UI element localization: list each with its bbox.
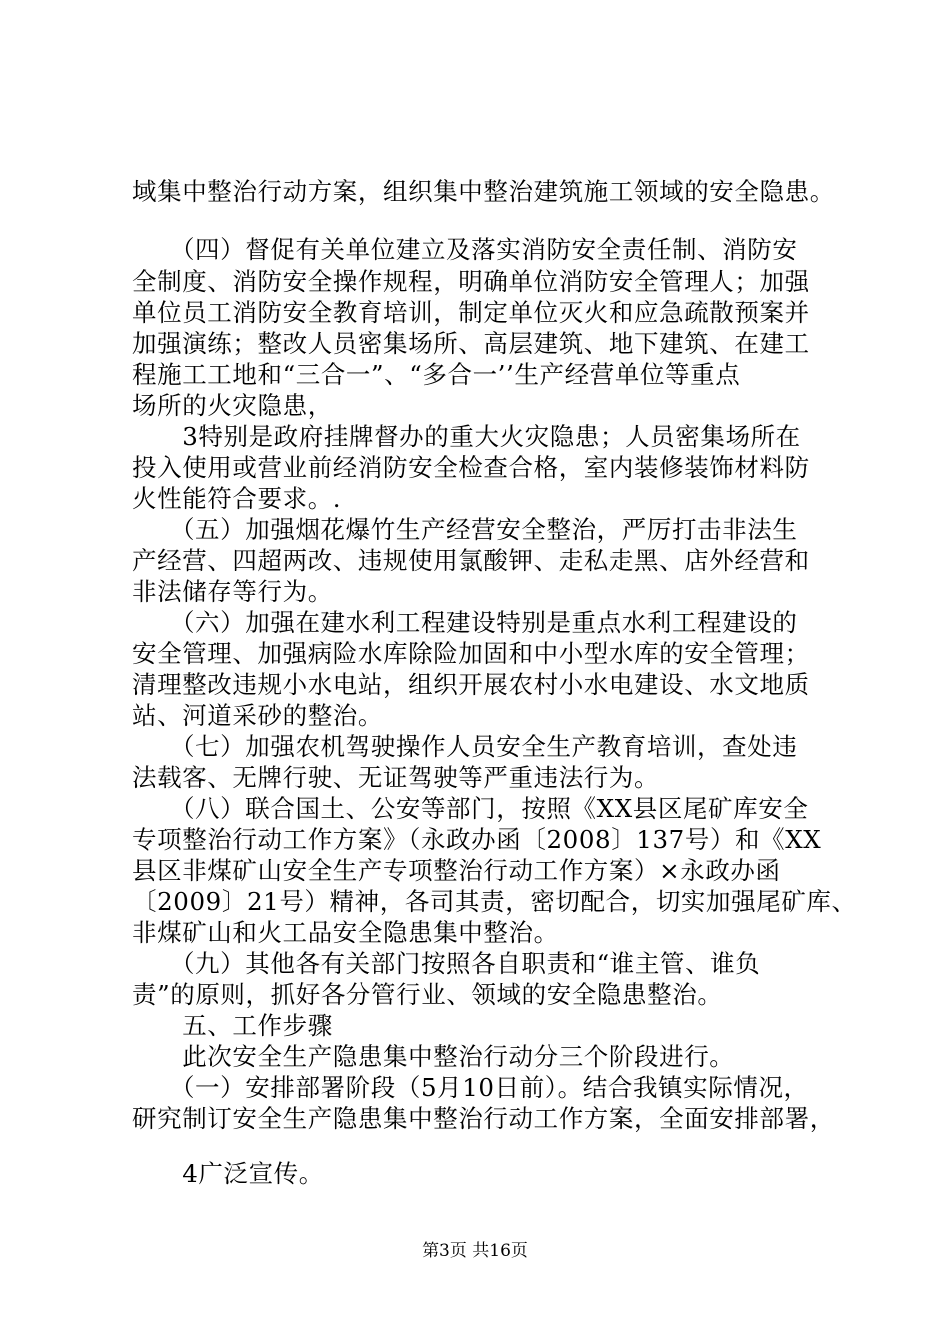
text-line: 安全管理、加强病险水库除险加固和中小型水库的安全管理； <box>132 639 810 668</box>
text-line: 全制度、消防安全操作规程，明确单位消防安全管理人；加强 <box>132 267 810 296</box>
text-line: 研究制订安全生产隐患集中整治行动工作方案，全面安排部署， <box>132 1104 835 1133</box>
text-line: 单位员工消防安全教育培训，制定单位灭火和应急疏散预案并 <box>132 298 810 327</box>
text-line: 站、河道采砂的整治。 <box>132 701 383 730</box>
text-line: （八）联合国土、公安等部门，按照《XX县区尾矿库安全 <box>132 794 809 823</box>
text-line: 4广泛宣传。 <box>132 1159 324 1188</box>
text-line: （六）加强在建水利工程建设特别是重点水利工程建设的 <box>132 608 798 637</box>
text-line: 火性能符合要求。. <box>132 484 342 513</box>
text-line: 县区非煤矿山安全生产专项整治行动工作方案）×永政办函 <box>132 856 781 885</box>
text-line: （一）安排部署阶段（5月10日前）。结合我镇实际情况， <box>132 1073 809 1102</box>
text-line: 此次安全生产隐患集中整治行动分三个阶段进行。 <box>132 1042 735 1071</box>
text-line: （九）其他各有关部门按照各自职责和“谁主管、谁负 <box>132 949 761 978</box>
text-line: 域集中整治行动方案，组织集中整治建筑施工领域的安全隐患。 <box>132 177 835 206</box>
text-line: （四）督促有关单位建立及落实消防安全责任制、消防安 <box>132 235 798 264</box>
text-line: 非法储存等行为。 <box>132 577 333 606</box>
text-line: 3特别是政府挂牌督办的重大火灾隐患；人员密集场所在 <box>132 422 801 451</box>
text-line: 场所的火灾隐患， <box>132 391 333 420</box>
text-line: 投入使用或营业前经消防安全检查合格，室内装修装饰材料防 <box>132 453 810 482</box>
text-line: （五）加强烟花爆竹生产经营安全整治，严厉打击非法生 <box>132 515 798 544</box>
text-line: 〔2009〕21号）精神，各司其责，密切配合，切实加强尾矿库、 <box>132 887 857 916</box>
text-line: 专项整治行动工作方案》（永政办函〔2008〕137号）和《XX <box>132 825 822 854</box>
text-line: 法载客、无牌行驶、无证驾驶等严重违法行为。 <box>132 763 660 792</box>
text-line: 产经营、四超两改、违规使用氯酸钾、走私走黑、店外经营和 <box>132 546 810 575</box>
text-line: 清理整改违规小水电站，组织开展农村小水电建设、水文地质 <box>132 670 810 699</box>
text-line: 责”的原则，抓好各分管行业、领域的安全隐患整治。 <box>132 980 723 1009</box>
text-line: 非煤矿山和火工品安全隐患集中整治。 <box>132 918 559 947</box>
text-line: 程施工工地和“三合一”、“多合一’’生产经营单位等重点 <box>132 360 741 389</box>
text-line: 加强演练；整改人员密集场所、高层建筑、地下建筑、在建工 <box>132 329 810 358</box>
page-footer: 第3页 共16页 <box>422 1241 528 1261</box>
section-heading: 五、工作步骤 <box>132 1011 333 1040</box>
text-line: （七）加强农机驾驶操作人员安全生产教育培训，查处违 <box>132 732 798 761</box>
